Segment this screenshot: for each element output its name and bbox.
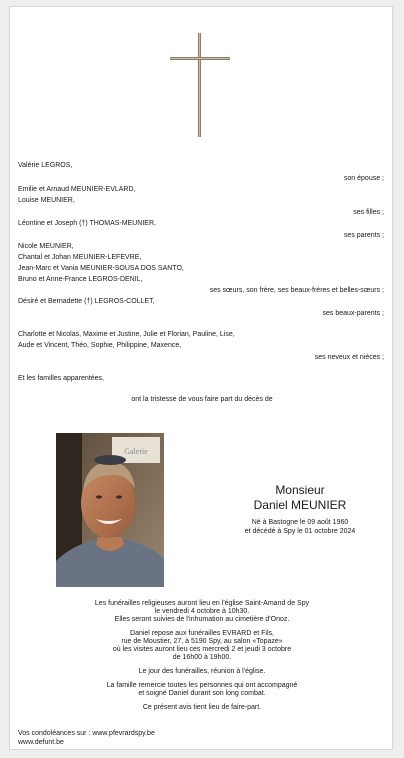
relation-label: son épouse ; xyxy=(343,175,384,182)
funeral-info-line: le vendredi 4 octobre à 10h30. xyxy=(154,608,250,615)
family-member-line: Aude et Vincent, Théo, Sophie, Philippine, Maxence, xyxy=(18,342,182,349)
family-member-line: Bruno et Anne-France LEGROS-DENIL, xyxy=(18,276,143,283)
family-member-line: Chantal et Johan MEUNIER-LEFEVRE, xyxy=(18,254,142,261)
funeral-info-line: La famille remercie toutes les personnes qui ont accompagné xyxy=(106,682,298,689)
relation-label: ses beaux-parents ; xyxy=(322,310,384,317)
relation-label: ses parents ; xyxy=(343,232,384,239)
condolences-link[interactable]: Vos condoléances sur : www.pfevrardspy.be xyxy=(18,730,155,737)
defunt-site-link[interactable]: www.defunt.be xyxy=(18,739,64,746)
family-member-line: Et les familles apparentées, xyxy=(18,375,104,382)
death-info: et décédé à Spy le 01 octobre 2024 xyxy=(244,528,356,535)
funeral-info-line: rue de Moustier, 27, à 5190 Spy, au salon «Topaze» xyxy=(121,638,283,645)
family-member-line: Léontine et Joseph (†) THOMAS-MEUNIER, xyxy=(18,220,156,227)
family-member-line: Charlotte et Nicolas, Maxime et Justine, Julie et Florian, Pauline, Lise, xyxy=(18,331,235,338)
latin-cross-icon xyxy=(170,33,230,137)
family-member-line: Désiré et Bernadette (†) LEGROS-COLLET, xyxy=(18,298,155,305)
relation-label: ses neveux et nièces ; xyxy=(314,354,384,361)
family-member-line: Jean-Marc et Vania MEUNIER-SOUSA DOS SANTO, xyxy=(18,265,184,272)
relation-label: ses sœurs, son frère, ses beaux-frères et belles-sœurs ; xyxy=(209,287,384,294)
funeral-info-line: Daniel repose aux funérailles EVRARD et Fils, xyxy=(130,630,274,637)
family-member-line: Louise MEUNIER, xyxy=(18,197,75,204)
obituary-notice xyxy=(9,6,393,750)
birth-info: Né à Bastogne le 09 août 1960 xyxy=(251,519,349,526)
deceased-title: Monsieur xyxy=(275,483,325,497)
funeral-info-line: Les funérailles religieuses auront lieu en l'église Saint-Amand de Spy xyxy=(94,600,310,607)
funeral-info-line: Elles seront suivies de l'inhumation au cimetière d'Onoz. xyxy=(114,616,290,623)
relation-label: ses filles ; xyxy=(353,209,384,216)
family-member-line: Valérie LEGROS, xyxy=(18,162,73,169)
announcement-text: ont la tristesse de vous faire part du décès de xyxy=(131,396,273,403)
family-member-line: Nicole MEUNIER, xyxy=(18,243,74,250)
portrait-photo xyxy=(56,433,164,587)
funeral-info-line: Le jour des funérailles, réunion à l'église. xyxy=(138,668,266,675)
funeral-info-line: où les visites auront lieu ces mercredi 2 et jeudi 3 octobre xyxy=(112,646,292,653)
funeral-info-line: Ce présent avis tient lieu de faire-part. xyxy=(142,704,262,711)
family-member-line: Emilie et Arnaud MEUNIER-EVLARD, xyxy=(18,186,136,193)
funeral-info-line: et soigné Daniel durant son long combat. xyxy=(138,690,266,697)
photo-sign-text: Galerie xyxy=(124,447,148,456)
deceased-name: Daniel MEUNIER xyxy=(253,498,347,512)
funeral-info-line: de 16h00 à 19h00. xyxy=(172,654,232,661)
